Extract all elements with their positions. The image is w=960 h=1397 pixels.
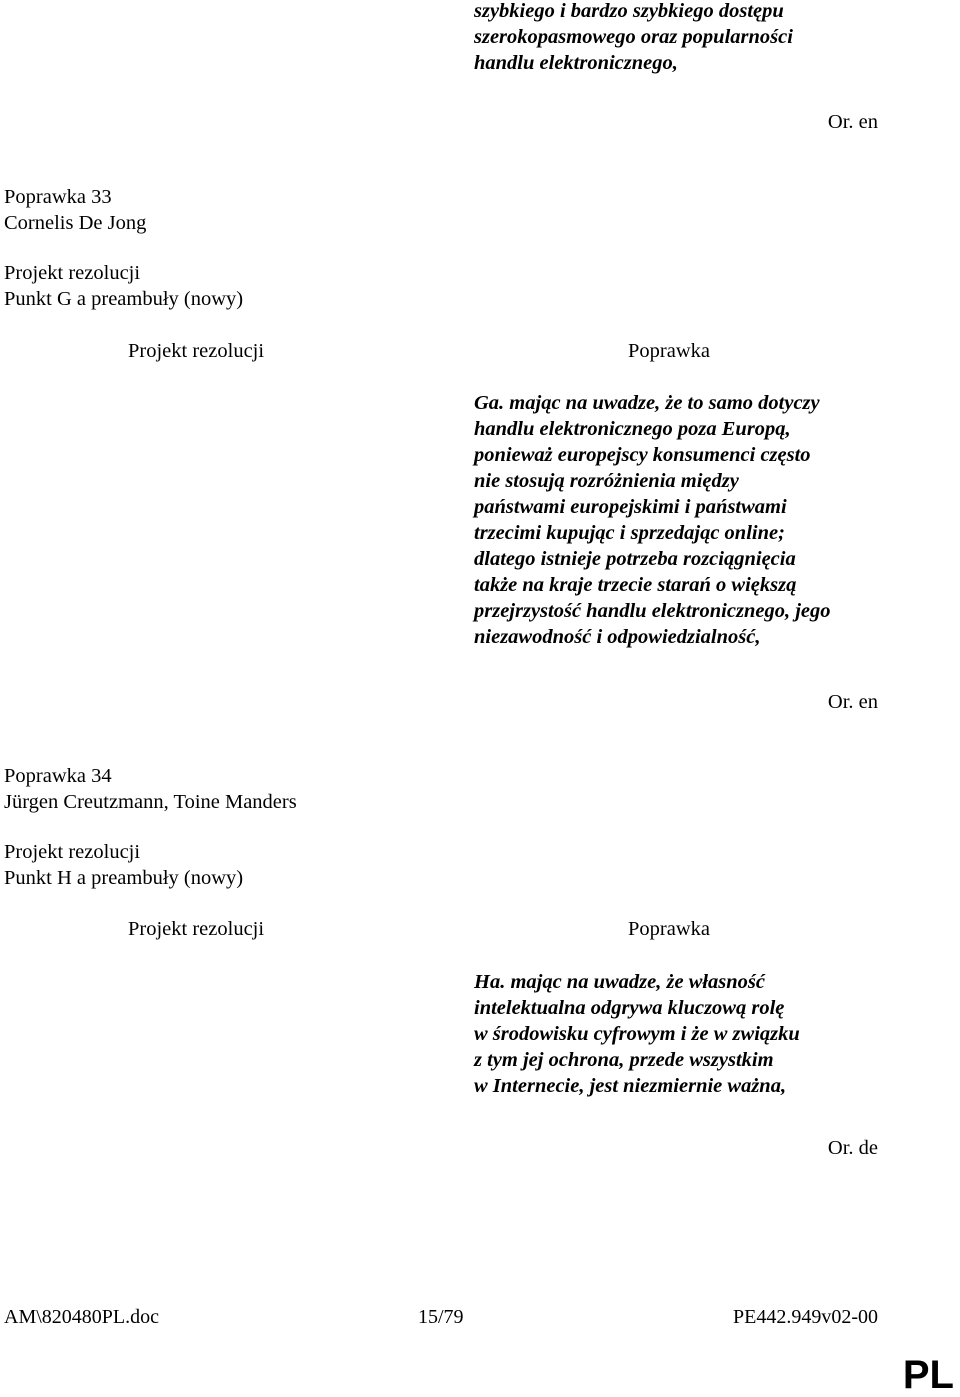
amendment-line: z tym jej ochrona, przede wszystkim bbox=[474, 1049, 774, 1071]
original-language-label: Or. en bbox=[827, 111, 878, 133]
footer-page-number: 15/79 bbox=[418, 1306, 464, 1328]
language-code: PL bbox=[902, 1353, 954, 1397]
intro-line: handlu elektronicznego, bbox=[474, 52, 678, 74]
intro-text bbox=[474, 0, 793, 76]
column-heading-right: Poprawka bbox=[628, 340, 710, 362]
amendment-line: intelektualna odgrywa kluczową rolę bbox=[474, 997, 785, 1019]
amendment-document: Projekt rezolucji bbox=[4, 262, 141, 284]
footer-document-reference: PE442.949v02-00 bbox=[733, 1306, 878, 1328]
footer-file-name: AM\820480PL.doc bbox=[4, 1306, 159, 1328]
original-language-label: Or. de bbox=[827, 1137, 878, 1159]
amendment-line: trzecimi kupując i sprzedając online; bbox=[474, 522, 785, 544]
amendment-line: państwami europejskimi i państwami bbox=[474, 496, 787, 518]
amendment-line: handlu elektronicznego poza Europą, bbox=[474, 418, 791, 440]
amendment-line: ponieważ europejscy konsumenci często bbox=[474, 444, 811, 466]
amendment-authors: Jürgen Creutzmann, Toine Manders bbox=[4, 791, 297, 813]
amendment-authors: Cornelis De Jong bbox=[4, 212, 147, 234]
amendment-line: także na kraje trzecie starań o większą bbox=[474, 574, 797, 596]
amendment-line: dlatego istnieje potrzeba rozciągnięcia bbox=[474, 548, 796, 570]
amendment-line: Ga. mając na uwadze, że to samo dotyczy bbox=[474, 392, 820, 414]
amendment-34-reference bbox=[4, 839, 243, 891]
amendment-33-text bbox=[474, 390, 831, 650]
amendment-line: nie stosują rozróżnienia między bbox=[474, 470, 739, 492]
amendment-line: przejrzystość handlu elektronicznego, jego bbox=[474, 600, 831, 622]
original-language-label: Or. en bbox=[827, 691, 878, 713]
amendment-33-reference bbox=[4, 260, 243, 312]
intro-line: szybkiego i bardzo szybkiego dostępu bbox=[474, 0, 784, 22]
amendment-number: Poprawka 33 bbox=[4, 186, 112, 208]
amendment-34-text bbox=[474, 969, 800, 1099]
amendment-number: Poprawka 34 bbox=[4, 765, 112, 787]
amendment-location: Punkt G a preambuły (nowy) bbox=[4, 288, 244, 310]
amendment-line: Ha. mając na uwadze, że własność bbox=[474, 971, 766, 993]
amendment-33-header bbox=[4, 184, 146, 236]
column-heading-left: Projekt rezolucji bbox=[128, 918, 265, 940]
amendment-34-header bbox=[4, 763, 297, 815]
column-heading-right: Poprawka bbox=[628, 918, 710, 940]
amendment-line: niezawodność i odpowiedzialność, bbox=[474, 626, 761, 648]
amendment-document: Projekt rezolucji bbox=[4, 841, 141, 863]
amendment-line: w środowisku cyfrowym i że w związku bbox=[474, 1023, 800, 1045]
amendment-line: w Internecie, jest niezmiernie ważna, bbox=[474, 1075, 787, 1097]
amendment-location: Punkt H a preambuły (nowy) bbox=[4, 867, 244, 889]
column-heading-left: Projekt rezolucji bbox=[128, 340, 265, 362]
intro-line: szerokopasmowego oraz popularności bbox=[474, 26, 793, 48]
